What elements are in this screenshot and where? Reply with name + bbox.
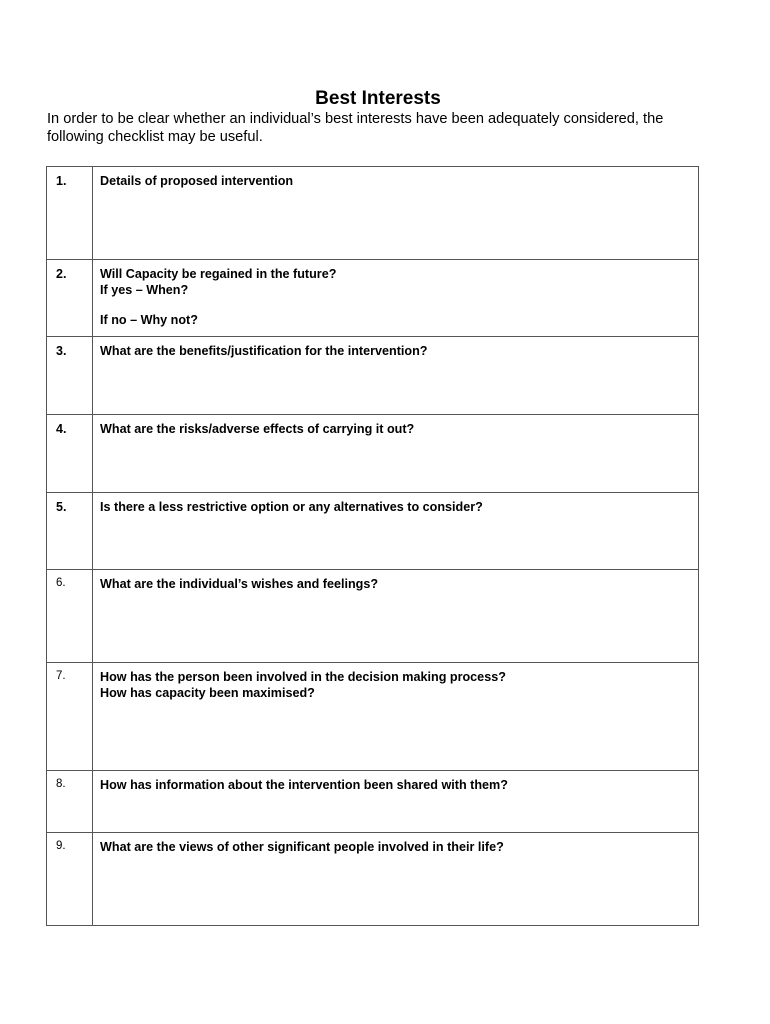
checklist-row-5: [47, 493, 699, 570]
row-question[interactable]: [93, 833, 699, 926]
question-line: What are the individual’s wishes and feelings?: [100, 577, 379, 591]
question-line: How has capacity been maximised?: [100, 685, 315, 700]
row-number: 5.: [47, 493, 93, 570]
question-line: If yes – When?: [100, 282, 189, 297]
question-line: Will Capacity be regained in the future?: [100, 267, 337, 281]
question-line: How has the person been involved in the decision making process?: [100, 670, 506, 684]
row-question[interactable]: [93, 771, 699, 833]
intro-paragraph: In order to be clear whether an individual’s best interests have been adequately considered, the following checklist may be useful.: [47, 111, 664, 145]
checklist-row-1: [47, 167, 699, 260]
question-line: If no – Why not?: [100, 313, 198, 327]
row-question[interactable]: [93, 570, 699, 663]
row-number: 1.: [47, 167, 93, 260]
row-question[interactable]: [93, 493, 699, 570]
question-line: How has information about the intervention been shared with them?: [100, 778, 508, 792]
question-line: Details of proposed intervention: [100, 174, 294, 188]
question-line: Is there a less restrictive option or any alternatives to consider?: [100, 500, 483, 514]
checklist-row-8: [47, 771, 699, 833]
row-number: 4.: [47, 415, 93, 493]
spacer: [100, 298, 692, 313]
row-question[interactable]: [93, 167, 699, 260]
document-title: Best Interests: [315, 88, 441, 109]
checklist-row-6: [47, 570, 699, 663]
row-number: 9.: [47, 833, 93, 926]
row-question[interactable]: [93, 260, 699, 337]
question-line: What are the views of other significant people involved in their life?: [100, 840, 504, 854]
row-question[interactable]: [93, 415, 699, 493]
question-line: What are the risks/adverse effects of carrying it out?: [100, 422, 415, 436]
checklist-row-4: [47, 415, 699, 493]
checklist-row-3: [47, 337, 699, 415]
row-number: 6.: [47, 570, 93, 663]
question-line: What are the benefits/justification for the intervention?: [100, 344, 428, 358]
checklist-row-2: [47, 260, 699, 337]
row-question[interactable]: [93, 663, 699, 771]
row-number: 3.: [47, 337, 93, 415]
row-question[interactable]: [93, 337, 699, 415]
row-number: 2.: [47, 260, 93, 337]
best-interests-checklist: [46, 166, 699, 926]
checklist-row-9: [47, 833, 699, 926]
row-number: 8.: [47, 771, 93, 833]
checklist-row-7: [47, 663, 699, 771]
row-number: 7.: [47, 663, 93, 771]
